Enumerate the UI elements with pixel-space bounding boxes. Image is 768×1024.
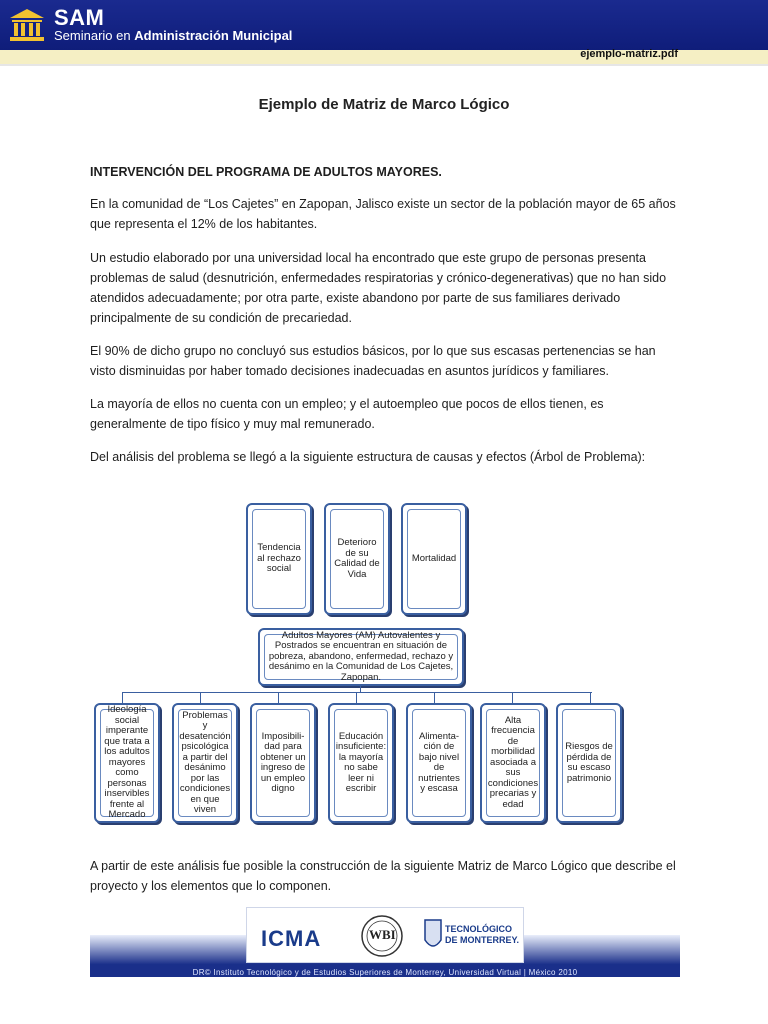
page-title: Ejemplo de Matriz de Marco Lógico (258, 96, 510, 113)
tec-logo-line2: DE MONTERREY. (445, 935, 520, 945)
central-problem-label: Adultos Mayores (AM) Autovalentes y Postrados se encuentran en situación de pobreza, abandono, enfermedad, rechazo y desánimo en la Comunidad de Los Cajetes, Zapopan. (264, 634, 458, 680)
paragraph-3: El 90% de dicho grupo no concluyó sus estudios básicos, por lo que sus escasas pertenencias se han visto disminuidas por haber tomado decisiones inadecuadas en asuntos jurídicos y familiares. (90, 344, 656, 378)
central-problem-box (258, 628, 464, 686)
cause-label: Imposibili-dad para obtener un ingreso de un empleo digno (256, 709, 310, 817)
file-bar (0, 50, 768, 64)
tec-logo-line1: TECNOLÓGICO (445, 924, 512, 934)
section-heading: INTERVENCIÓN DEL PROGRAMA DE ADULTOS MAYORES. (90, 165, 442, 179)
cause-label: Alimenta-ción de bajo nivel de nutrientes y escasa (412, 709, 466, 817)
brand-subtitle-prefix: Seminario en (54, 28, 131, 43)
cause-label: Problemas y desatención psicológica a partir del desánimo por las condiciones en que viven (179, 709, 231, 815)
icma-logo: ICMA (261, 926, 322, 951)
effect-box (324, 503, 390, 615)
cause-label: Ideología social imperante que trata a los adultos mayores como personas inservibles frente al Mercado (100, 709, 154, 817)
effect-label: Tendencia al rechazo social (252, 509, 306, 609)
paragraph-4: La mayoría de ellos no cuenta con un empleo; y el autoempleo que pocos de ellos tienen, es generalmente de tipo físico y muy mal remunerado. (90, 397, 604, 431)
effect-label: Deterioro de su Calidad de Vida (330, 509, 384, 609)
paragraph-1: En la comunidad de “Los Cajetes” en Zapopan, Jalisco existe un sector de la población mayor de 65 años que representa el 12% de los habitantes. (90, 197, 676, 231)
effect-box (246, 503, 312, 615)
header-bar (0, 0, 768, 50)
cause-box (556, 703, 622, 823)
brand-subtitle-bold: Administración Municipal (134, 28, 293, 43)
cause-box (480, 703, 546, 823)
cause-box (328, 703, 394, 823)
paragraph-5: Del análisis del problema se llegó a la siguiente estructura de causas y efectos (Árbol de Problema): (90, 450, 646, 464)
divider (0, 64, 768, 66)
paragraph-2: Un estudio elaborado por una universidad local ha encontrado que este grupo de personas presenta problemas de salud (desnutrición, enfermedades respiratorias y crónico-degenerativas) que no han sido atendidos adecuadamente; por otra parte, existe abandono por parte de sus familiares derivado principalmente de su condición de precariedad. (90, 251, 667, 325)
wbi-logo-text: WBI (369, 927, 396, 942)
connector-horizontal (122, 692, 592, 693)
cause-box (250, 703, 316, 823)
cause-label: Riesgos de pérdida de su escaso patrimonio (562, 709, 616, 817)
file-name: ejemplo-matriz.pdf (580, 48, 678, 60)
cause-box (94, 703, 160, 823)
effect-label: Mortalidad (407, 509, 461, 609)
cause-label: Alta frecuencia de morbilidad asociada a sus condiciones precarias y edad (486, 709, 540, 817)
cause-box (172, 703, 238, 823)
cause-label: Educación insuficiente: la mayoría no sabe leer ni escribir (334, 709, 388, 817)
partner-logos (246, 907, 524, 963)
footer-legal: DR© Instituto Tecnológico y de Estudios Superiores de Monterrey, Universidad Virtual | México 2010 (192, 968, 578, 977)
effect-box (401, 503, 467, 615)
brand-subtitle (54, 28, 292, 43)
tec-logo-text (445, 924, 519, 946)
closing-paragraph: A partir de este análisis fue posible la construcción de la siguiente Matriz de Marco Lógico que describe el proyecto y los elementos que lo componen. (90, 859, 676, 893)
building-columns-icon (8, 7, 46, 43)
cause-box (406, 703, 472, 823)
brand-name: SAM (54, 5, 105, 30)
connector-vertical (360, 686, 361, 692)
